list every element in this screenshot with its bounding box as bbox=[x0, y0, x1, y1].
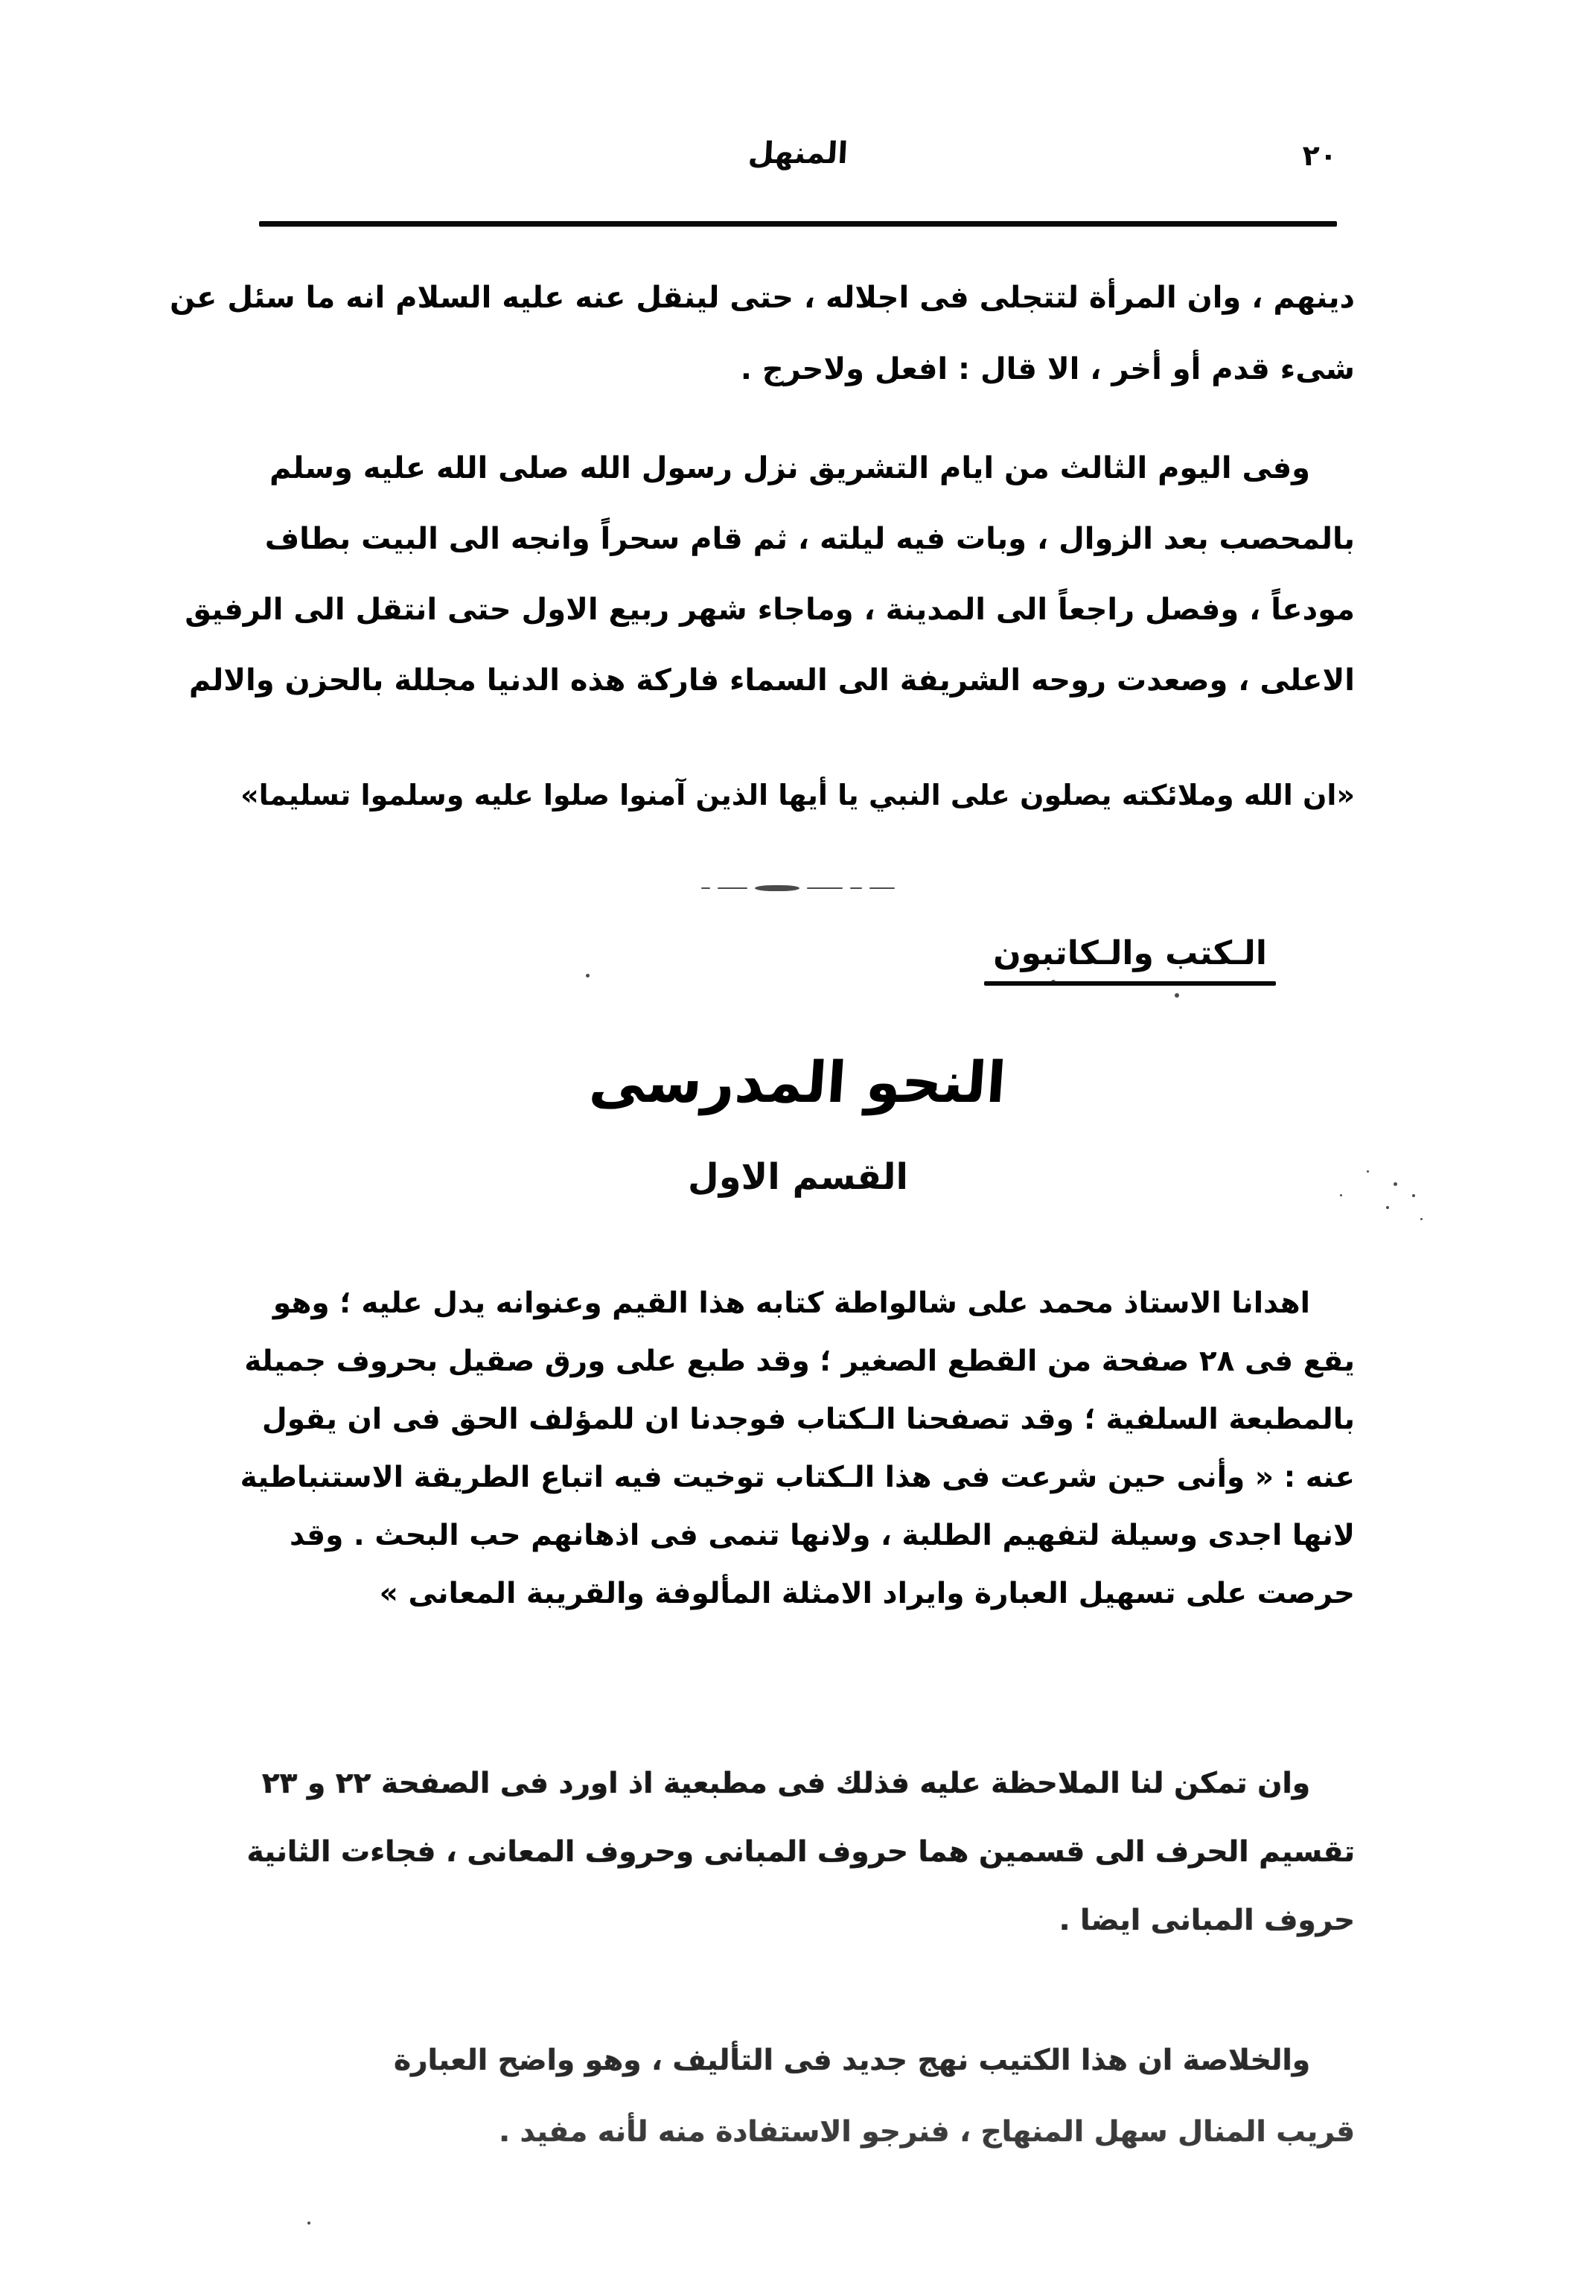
section-heading bbox=[984, 934, 1276, 986]
text-line: شىء قدم أو أخر ، الا قال : افعل ولاحرج . bbox=[740, 352, 1355, 386]
verse-text: «ان الله وملائكته يصلون على النبي يا أيها الذين آمنوا صلوا عليه وسلموا تسليما» bbox=[240, 779, 1355, 811]
review-paragraph-two bbox=[246, 1750, 1355, 1955]
section-heading-underline bbox=[984, 981, 1276, 986]
text-line: بالمحصب بعد الزوال ، وبات فيه ليلته ، ثم قام سحراً وانجه الى البيت بطاف bbox=[264, 522, 1355, 556]
text-line: لانها اجدى وسيلة لتفهيم الطلبة ، ولانها تنمى فى اذهانهم حب البحث . وقد bbox=[290, 1519, 1355, 1552]
ornamental-divider bbox=[642, 884, 954, 892]
quranic-verse bbox=[240, 765, 1355, 825]
scan-speck bbox=[1175, 993, 1179, 998]
scan-speck bbox=[1340, 1194, 1342, 1196]
text-line: وفى اليوم الثالث من ايام التشريق نزل رسول الله صلى الله عليه وسلم bbox=[269, 451, 1310, 485]
text-line: والخلاصة ان هذا الكتيب نهج جديد فى التأليف ، وهو واضح العبارة bbox=[394, 2044, 1310, 2077]
text-line: دينهم ، وان المرأة لتتجلى فى اجلاله ، حتى لينقل عنه عليه السلام انه ما سئل عن bbox=[170, 281, 1355, 315]
text-line: اهدانا الاستاذ محمد على شالواطة كتابه هذا القيم وعنوانه يدل عليه ؛ وهو bbox=[272, 1286, 1310, 1320]
running-head bbox=[259, 138, 1337, 198]
review-paragraph-three bbox=[246, 2025, 1355, 2168]
divider-diamond bbox=[755, 885, 799, 891]
divider-segment bbox=[718, 887, 747, 889]
divider-segment bbox=[869, 887, 895, 889]
text-line: قريب المنال سهل المنهاج ، فنرجو الاستفادة منه لأنه مفيد . bbox=[499, 2115, 1355, 2149]
divider-segment bbox=[850, 887, 862, 889]
book-title bbox=[0, 1051, 1596, 1114]
text-line: وان تمكن لنا الملاحظة عليه فذلك فى مطبعية اذ اورد فى الصفحة ٢٢ و ٢٣ bbox=[261, 1767, 1310, 1800]
scan-speck bbox=[1367, 1170, 1369, 1173]
scan-speck bbox=[307, 2222, 310, 2225]
text-line: حرصت على تسهيل العبارة وايراد الامثلة المألوفة والقريبة المعانى » bbox=[379, 1577, 1355, 1610]
divider-segment bbox=[701, 887, 710, 889]
text-line: يقع فى ٢٨ صفحة من القطع الصغير ؛ وقد طبع على ورق صقيل بحروف جميلة bbox=[244, 1345, 1355, 1378]
article-paragraph-two bbox=[185, 433, 1355, 716]
scan-speck bbox=[1394, 1182, 1397, 1186]
text-line: بالمطبعة السلفية ؛ وقد تصفحنا الـكتاب فوجدنا ان للمؤلف الحق فى ان يقول bbox=[261, 1403, 1355, 1436]
text-line: مودعاً ، وفصل راجعاً الى المدينة ، وماجاء شهر ربيع الاول حتى انتقل الى الرفيق bbox=[185, 593, 1355, 627]
book-subtitle-text: القسم الاول bbox=[688, 1156, 908, 1198]
book-title-text: النحو المدرسى bbox=[587, 1049, 1009, 1115]
page-number: ٢٠ bbox=[1302, 139, 1337, 172]
scan-speck bbox=[1412, 1194, 1415, 1197]
header-rule bbox=[259, 221, 1337, 226]
book-subtitle bbox=[0, 1158, 1596, 1197]
scan-speck bbox=[1420, 1218, 1423, 1220]
review-paragraph-one bbox=[240, 1275, 1355, 1623]
divider-segment bbox=[807, 887, 843, 889]
section-heading-label: الـكتب والـكاتبون bbox=[993, 934, 1267, 972]
text-line: عنه : « وأنى حين شرعت فى هذا الـكتاب توخيت فيه اتباع الطريقة الاستنباطية bbox=[240, 1461, 1355, 1494]
text-line: حروف المبانى ايضا . bbox=[1059, 1904, 1355, 1937]
scan-speck bbox=[1386, 1206, 1389, 1209]
scan-speck bbox=[586, 974, 590, 978]
journal-name: المنهل bbox=[747, 136, 849, 170]
article-paragraph-one bbox=[170, 262, 1355, 405]
text-line: تقسيم الحرف الى قسمين هما حروف المبانى وحروف المعانى ، فجاءت الثانية bbox=[246, 1835, 1355, 1869]
text-line: الاعلى ، وصعدت روحه الشريفة الى السماء فاركة هذه الدنيا مجللة بالحزن والالم bbox=[188, 663, 1355, 698]
scan-speck bbox=[1051, 980, 1056, 984]
